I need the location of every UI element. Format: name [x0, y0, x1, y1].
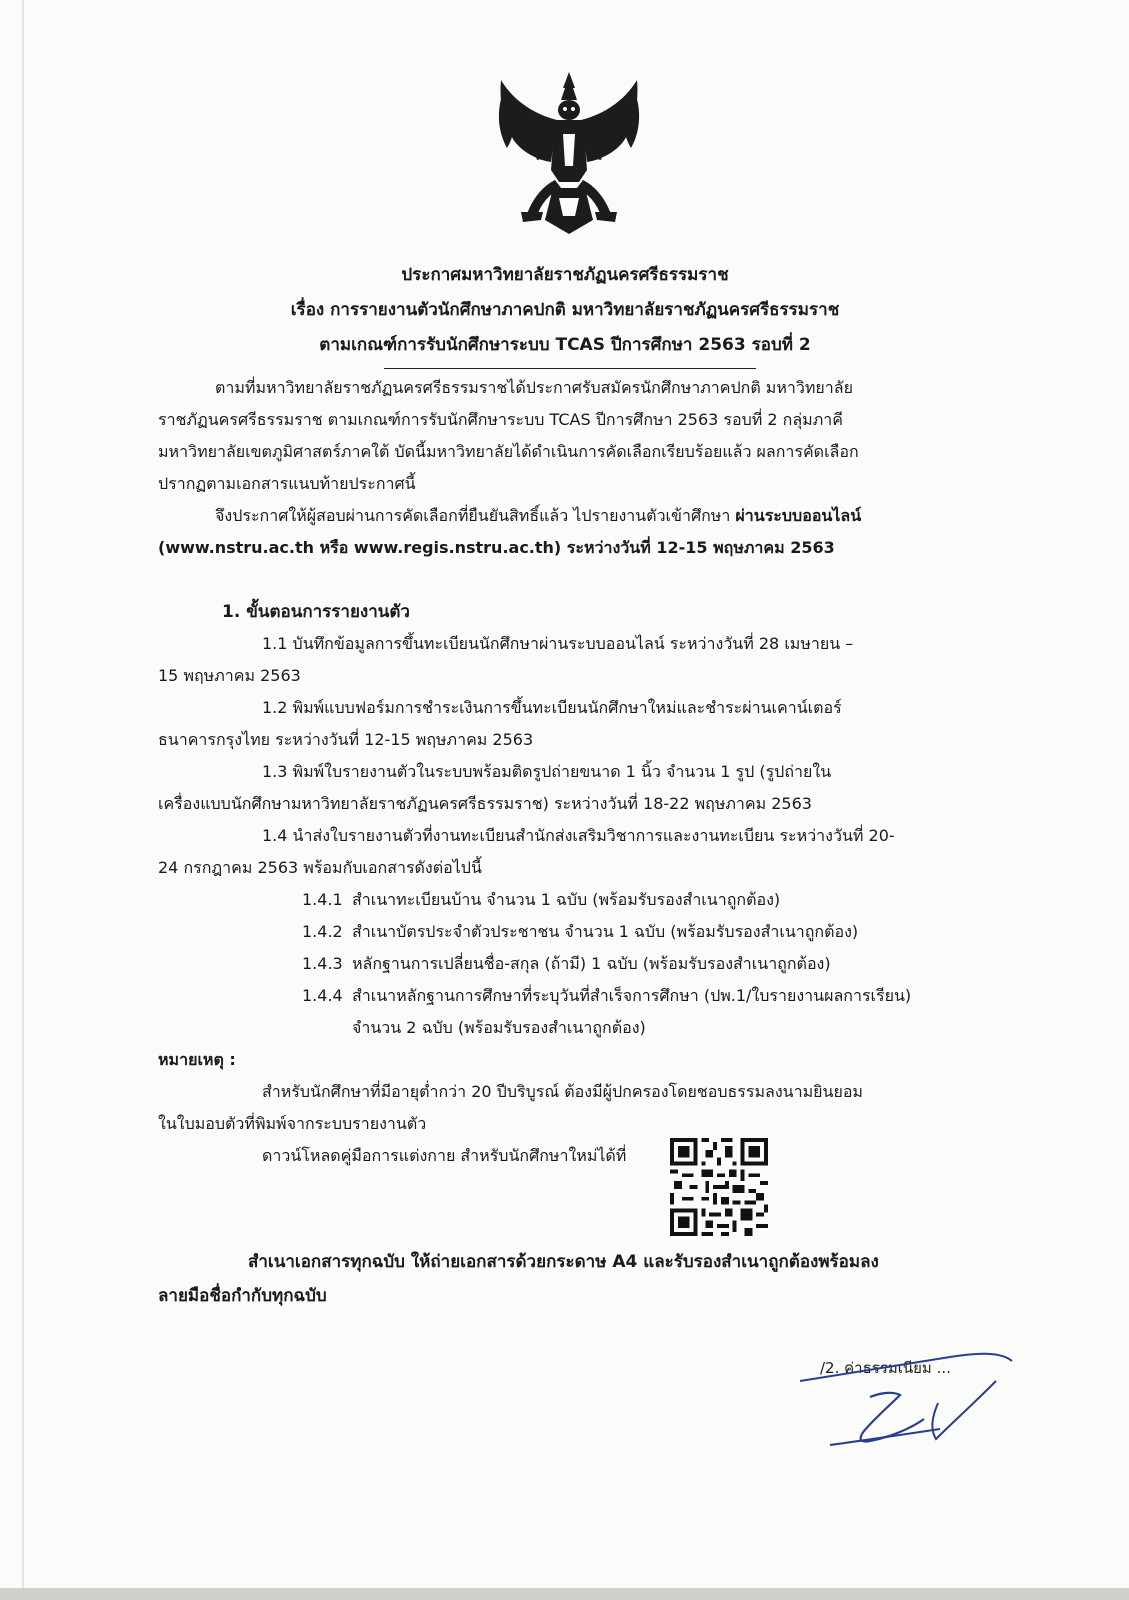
page-continuation: /2. ค่าธรรมเนียม ...	[820, 1359, 951, 1377]
copy-instruction: สำเนาเอกสารทุกฉบับ ให้ถ่ายเอกสารด้วยกระดาษ A4 และรับรองสำเนาถูกต้องพร้อมลง	[248, 1252, 879, 1272]
step-1-1: 1.1 บันทึกข้อมูลการขึ้นทะเบียนนักศึกษาผ่านระบบออนไลน์ ระหว่างวันที่ 28 เมษายน –	[262, 634, 854, 653]
qr-code-icon[interactable]	[670, 1138, 768, 1236]
doc-item-number: 1.4.4	[302, 986, 343, 1005]
doc-item-text: สำเนาทะเบียนบ้าน จำนวน 1 ฉบับ (พร้อมรับรองสำเนาถูกต้อง)	[352, 890, 781, 909]
header-title: ประกาศมหาวิทยาลัยราชภัฏนครศรีธรรมราช	[401, 265, 729, 285]
doc-item-text: สำเนาบัตรประจำตัวประชาชน จำนวน 1 ฉบับ (พร้อมรับรองสำเนาถูกต้อง)	[352, 922, 859, 941]
header-divider	[384, 368, 756, 369]
note-title: หมายเหตุ :	[158, 1050, 236, 1069]
doc-item-number: 1.4.3	[302, 954, 343, 973]
step-1-4-cont: 24 กรกฎาคม 2563 พร้อมกับเอกสารดังต่อไปนี้	[158, 858, 482, 877]
doc-item-text: สำเนาหลักฐานการศึกษาที่ระบุวันที่สำเร็จการศึกษา (ปพ.1/ใบรายงานผลการเรียน)	[352, 986, 912, 1005]
header-criteria: ตามเกณฑ์การรับนักศึกษาระบบ TCAS ปีการศึกษา 2563 รอบที่ 2	[319, 335, 811, 355]
step-1-3-cont: เครื่องแบบนักศึกษามหาวิทยาลัยราชภัฏนครศรีธรรมราช) ระหว่างวันที่ 18-22 พฤษภาคม 2563	[158, 794, 812, 813]
doc-item-text: หลักฐานการเปลี่ยนชื่อ-สกุล (ถ้ามี) 1 ฉบับ (พร้อมรับรองสำเนาถูกต้อง)	[352, 954, 831, 973]
header-subject: เรื่อง การรายงานตัวนักศึกษาภาคปกติ มหาวิทยาลัยราชภัฏนครศรีธรรมราช	[290, 300, 840, 320]
intro-line: ตามที่มหาวิทยาลัยราชภัฏนครศรีธรรมราชได้ประกาศรับสมัครนักศึกษาภาคปกติ มหาวิทยาลัย	[215, 378, 853, 397]
doc-item-text-cont: จำนวน 2 ฉบับ (พร้อมรับรองสำเนาถูกต้อง)	[352, 1018, 646, 1037]
note-line: ในใบมอบตัวที่พิมพ์จากระบบรายงานตัว	[158, 1114, 427, 1133]
intro-line	[215, 506, 861, 526]
online-system-label: ผ่านระบบออนไลน์	[735, 506, 862, 525]
step-1-3: 1.3 พิมพ์ใบรายงานตัวในระบบพร้อมติดรูปถ่ายขนาด 1 นิ้ว จำนวน 1 รูป (รูปถ่ายใน	[262, 762, 832, 781]
doc-item-number: 1.4.2	[302, 922, 343, 941]
announcement-header	[150, 258, 980, 363]
page-edge	[22, 0, 24, 1600]
intro-line: ราชภัฏนครศรีธรรมราช ตามเกณฑ์การรับนักศึกษาระบบ TCAS ปีการศึกษา 2563 รอบที่ 2 กลุ่มภาคี	[158, 410, 843, 429]
copy-instruction-cont: ลายมือชื่อกำกับทุกฉบับ	[158, 1286, 327, 1306]
note-line: ดาวน์โหลดคู่มือการแต่งกาย สำหรับนักศึกษาใหม่ได้ที่	[262, 1146, 627, 1165]
intro-line: มหาวิทยาลัยเขตภูมิศาสตร์ภาคใต้ บัดนี้มหาวิทยาลัยได้ดำเนินการคัดเลือกเรียบร้อยแล้ว ผลการคัดเลือก	[158, 442, 859, 461]
signature-icon	[800, 1345, 1015, 1455]
step-1-4: 1.4 นำส่งใบรายงานตัวที่งานทะเบียนสำนักส่งเสริมวิชาการและงานทะเบียน ระหว่างวันที่ 20-	[262, 826, 895, 845]
intro-text: จึงประกาศให้ผู้สอบผ่านการคัดเลือกที่ยืนยันสิทธิ์แล้ว ไปรายงานตัวเข้าศึกษา	[215, 506, 736, 525]
step-1-2-cont: ธนาคารกรุงไทย ระหว่างวันที่ 12-15 พฤษภาคม 2563	[158, 730, 534, 749]
doc-item-number: 1.4.1	[302, 890, 343, 909]
scan-bottom-edge	[0, 1588, 1129, 1600]
report-period: (www.nstru.ac.th หรือ www.regis.nstru.ac.th) ระหว่างวันที่ 12-15 พฤษภาคม 2563	[158, 538, 835, 557]
garuda-emblem-icon	[493, 70, 645, 236]
intro-line: ปรากฏตามเอกสารแนบท้ายประกาศนี้	[158, 474, 416, 493]
step-1-1-cont: 15 พฤษภาคม 2563	[158, 666, 301, 685]
section-title: 1. ขั้นตอนการรายงานตัว	[222, 602, 410, 622]
step-1-2: 1.2 พิมพ์แบบฟอร์มการชำระเงินการขึ้นทะเบียนนักศึกษาใหม่และชำระผ่านเคาน์เตอร์	[262, 698, 842, 717]
note-line: สำหรับนักศึกษาที่มีอายุต่ำกว่า 20 ปีบริบูรณ์ ต้องมีผู้ปกครองโดยชอบธรรมลงนามยินยอม	[262, 1082, 863, 1101]
